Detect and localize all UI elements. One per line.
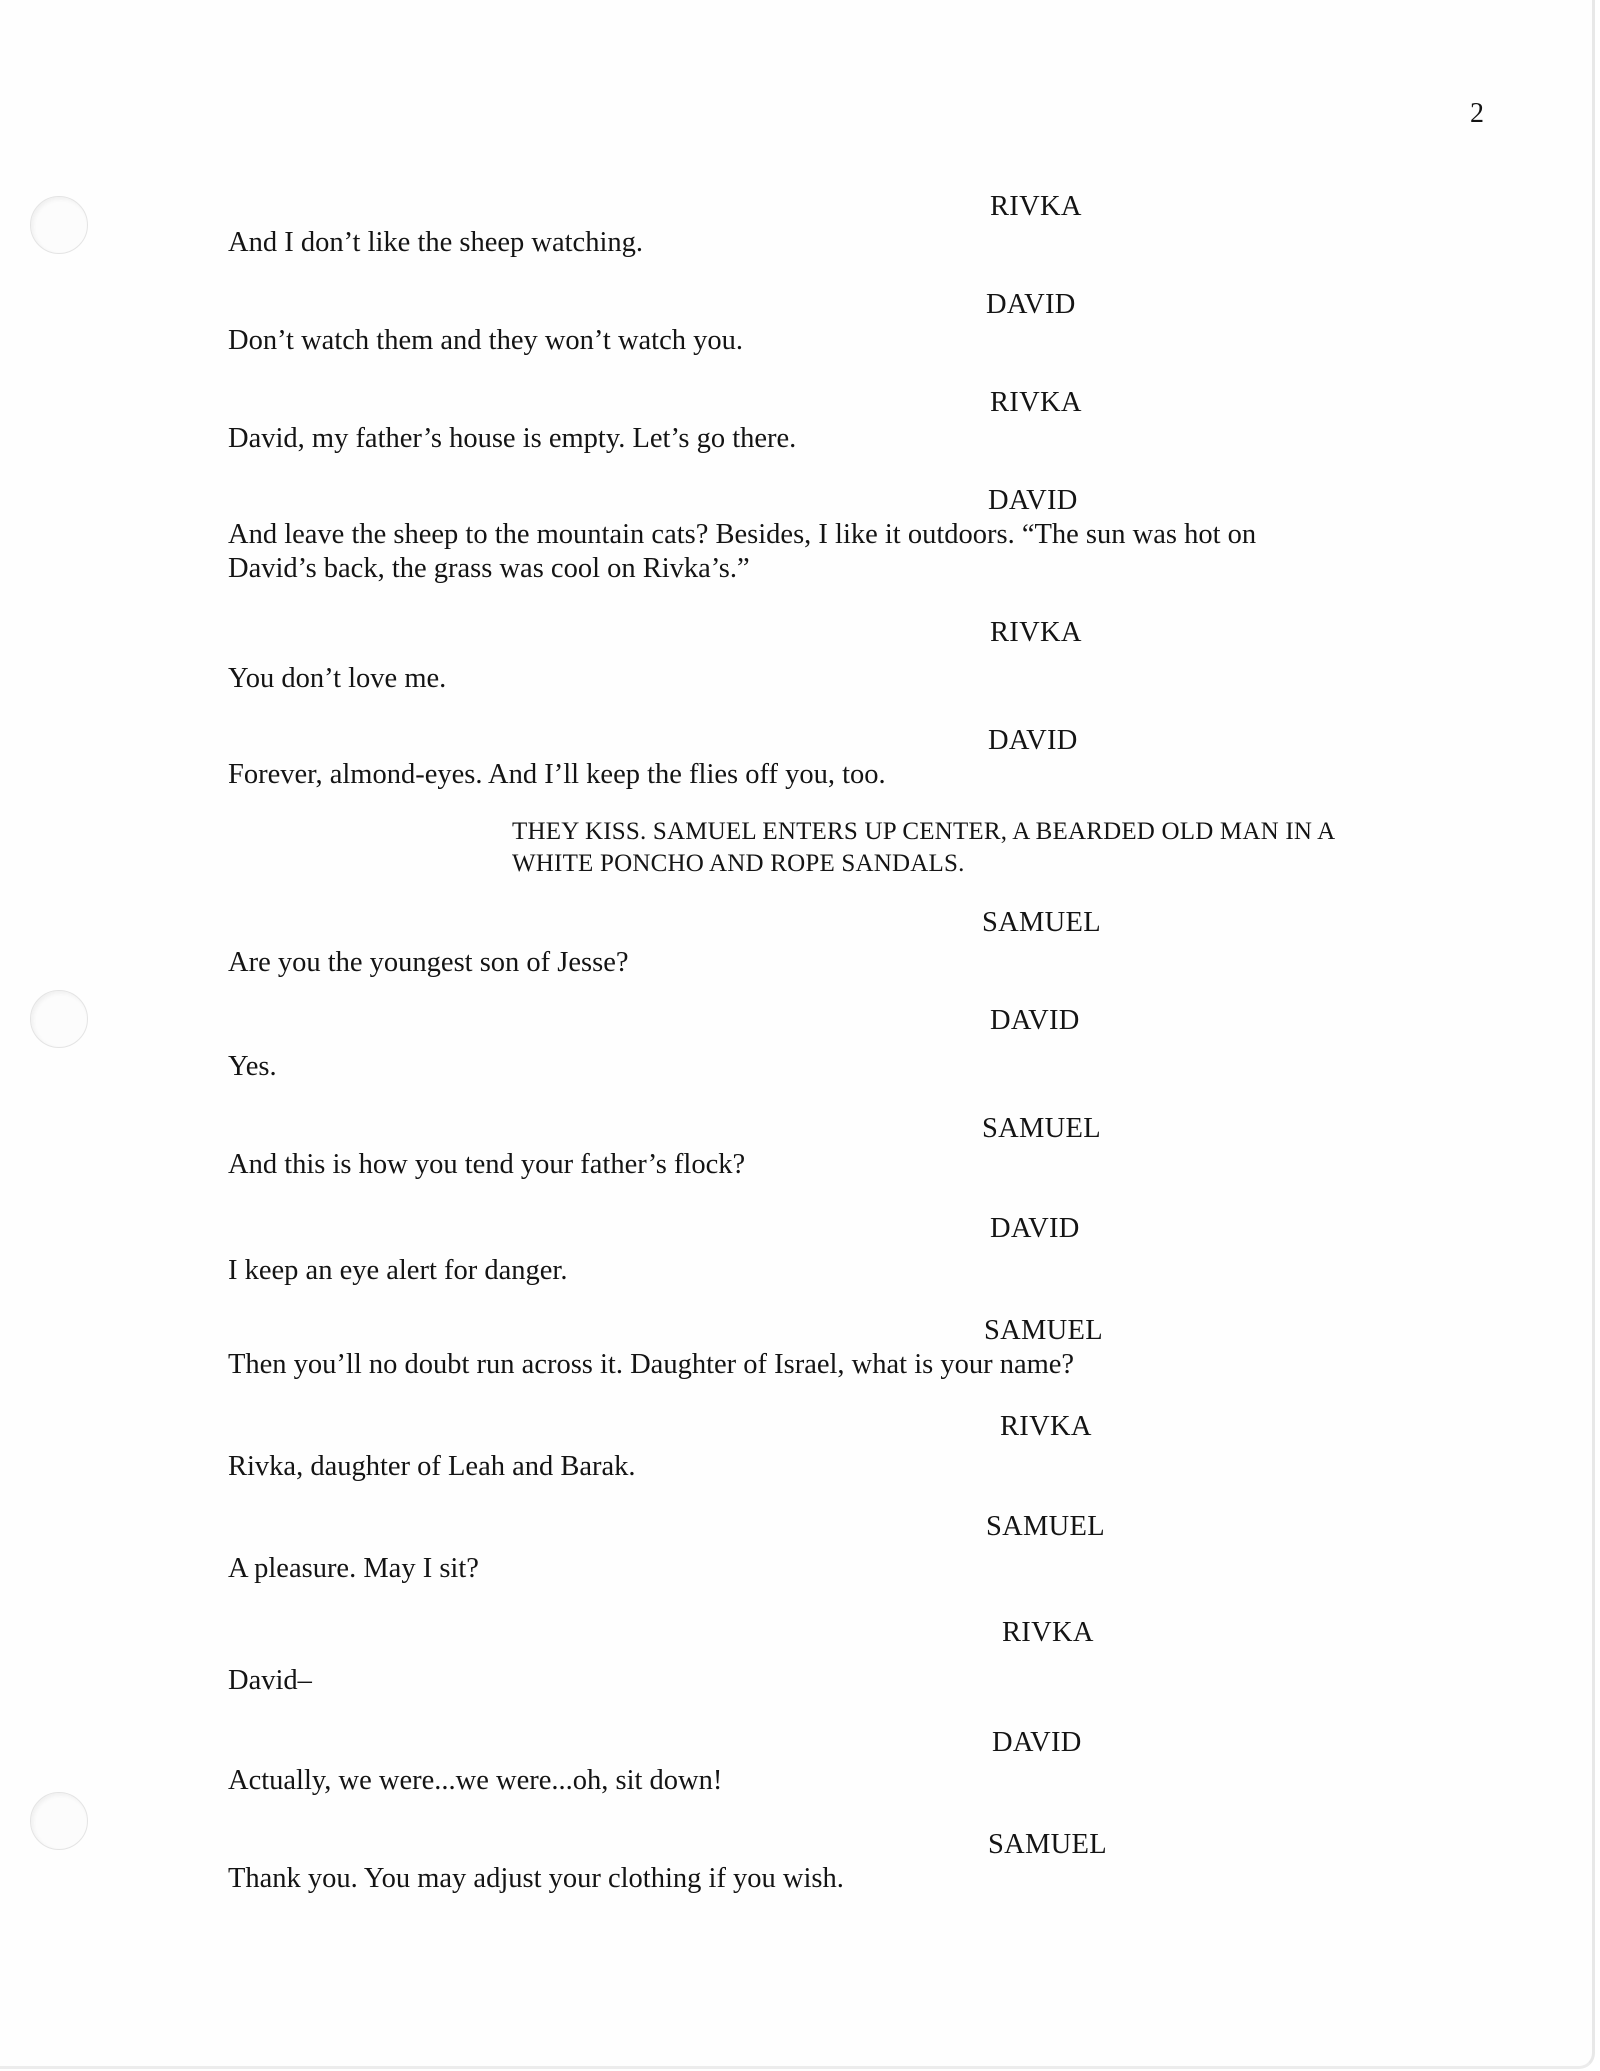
character-cue: DAVID: [992, 1727, 1082, 1758]
dialogue-line: Yes.: [228, 1051, 277, 1082]
character-cue: DAVID: [990, 1005, 1080, 1036]
dialogue-line: I keep an eye alert for danger.: [228, 1255, 568, 1286]
page-number: 2: [1470, 98, 1484, 129]
dialogue-line: Don’t watch them and they won’t watch you.: [228, 325, 744, 356]
dialogue-line: And leave the sheep to the mountain cats? Besides, I like it outdoors. “The sun was hot on: [228, 519, 1257, 550]
character-cue: SAMUEL: [982, 907, 1101, 938]
character-cue: SAMUEL: [984, 1315, 1103, 1346]
punch-hole-top: [30, 196, 88, 254]
character-cue: RIVKA: [990, 617, 1082, 648]
dialogue-line: David’s back, the grass was cool on Rivka’s.”: [228, 553, 750, 584]
punch-hole-bottom: [30, 1792, 88, 1850]
stage-direction: THEY KISS. SAMUEL ENTERS UP CENTER, A BEARDED OLD MAN IN A: [512, 818, 1336, 845]
dialogue-line: And this is how you tend your father’s flock?: [228, 1149, 746, 1180]
character-cue: DAVID: [990, 1213, 1080, 1244]
dialogue-line: Are you the youngest son of Jesse?: [228, 947, 629, 978]
character-cue: RIVKA: [1000, 1411, 1092, 1442]
dialogue-line: David–: [228, 1665, 312, 1696]
dialogue-line: You don’t love me.: [228, 663, 447, 694]
script-body: [228, 190, 1378, 1896]
stage-direction: WHITE PONCHO AND ROPE SANDALS.: [512, 850, 965, 877]
character-cue: DAVID: [988, 725, 1078, 756]
dialogue-line: Actually, we were...we were...oh, sit down!: [228, 1765, 723, 1796]
character-cue: SAMUEL: [988, 1829, 1107, 1860]
character-cue: SAMUEL: [982, 1113, 1101, 1144]
character-cue: DAVID: [986, 289, 1076, 320]
punch-hole-middle: [30, 990, 88, 1048]
dialogue-line: Rivka, daughter of Leah and Barak.: [228, 1451, 636, 1482]
character-cue: DAVID: [988, 485, 1078, 516]
character-cue: RIVKA: [990, 191, 1082, 222]
dialogue-line: Forever, almond-eyes. And I’ll keep the flies off you, too.: [228, 759, 886, 790]
character-cue: SAMUEL: [986, 1511, 1105, 1542]
dialogue-line: Thank you. You may adjust your clothing if you wish.: [228, 1863, 844, 1894]
character-cue: RIVKA: [990, 387, 1082, 418]
dialogue-line: David, my father’s house is empty. Let’s go there.: [228, 423, 797, 454]
character-cue: RIVKA: [1002, 1617, 1094, 1648]
dialogue-line: A pleasure. May I sit?: [228, 1553, 479, 1584]
dialogue-line: And I don’t like the sheep watching.: [228, 227, 644, 258]
dialogue-line: Then you’ll no doubt run across it. Daughter of Israel, what is your name?: [228, 1349, 1075, 1380]
